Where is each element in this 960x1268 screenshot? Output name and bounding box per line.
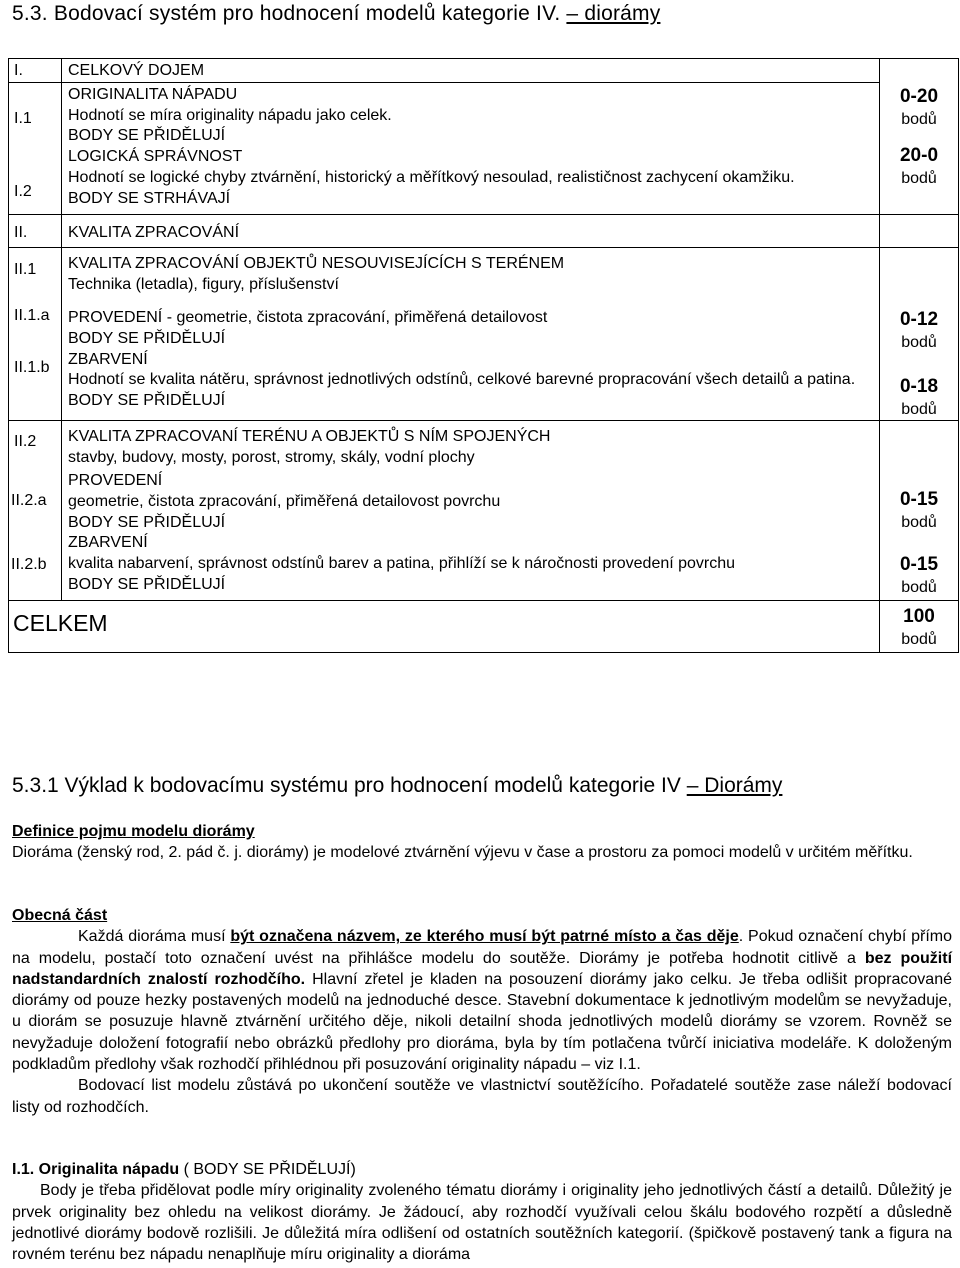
scoring-mode: BODY SE PŘIDĚLUJÍ [68,392,226,410]
points-unit: bodů [901,401,937,419]
points-value: 0-15 [899,554,939,576]
scoring-mode: BODY SE PŘIDĚLUJÍ [68,575,226,593]
criterion-text: Hodnotí se logické chyby ztvárnění, historický a měřítkový nesoulad, realističnost zachycení okamžiku. [68,168,795,186]
row-title: KVALITA ZPRACOVÁNÍ [62,214,880,248]
points-unit: bodů [901,111,937,128]
criterion-title: KVALITA ZPRACOVANÍ TERÉNU A OBJEKTŮ S NÍM SPOJENÝCH [68,428,551,446]
points-cell [880,600,959,652]
criterion-title: ZBARVENÍ [68,350,148,368]
criterion-text: geometrie, čistota zpracování, přiměřená detailovost povrchu [68,492,501,510]
row-number: I. [9,59,62,83]
points-value: 0-12 [899,309,939,331]
row-number: II.1 [14,261,37,279]
row-number: I.2 [14,182,32,200]
table-row [9,421,959,600]
row-number: II.1.a [14,307,50,325]
points-value: 0-18 [899,376,939,398]
criterion-title: PROVEDENÍ [68,471,163,489]
general-title: Obecná část [12,907,108,924]
scoring-mode: BODY SE PŘIDĚLUJÍ [68,329,226,347]
definition-title: Definice pojmu modelu diorámy [12,823,255,840]
section-heading: 5.3.1 Výklad k bodovacímu systému pro hodnocení modelů kategorie IV – Diorámy [12,774,783,797]
row-number-cell [9,248,62,421]
row-description [62,248,880,421]
points-value: 0-15 [899,489,939,511]
scoring-table [8,58,959,653]
scoring-mode: BODY SE PŘIDĚLUJÍ [68,513,226,531]
table-row [9,82,959,214]
row-number-cell [9,82,62,214]
general-paragraph: Každá dioráma musí být označena názvem, ze kterého musí být patrné místo a čas děje. Pokud označení chybí přímo na modelu, postačí toto označení uvést na přihlášce modelu do soutěže. Diorámy je potřeba hodnotit citlivě a bez použití nadstandardních znalostí rozhodčího. Hlavní zřetel je kladen na posouzení diorámy jako celku. Je třeba odlišit propracované diorámy od pouze hezky postavených modelů na jednoduché desce. Stavební dokumentace k jednotlivým modelům se nevyžaduje, u diorám se posuzuje hlavně ztvárnění určitého děje, nikoli detailní shoda jednotlivých modelů diorámy se vzorem. Rovněž se nevyžaduje doložení fotografií nebo obrázků předlohy pro dioráma, byla by tím potlačena tvůrčí iniciativa modeláře. K doloženým podkladům předlohy však rozhodčí přihlédnou při posuzování originality nápadu – viz I.1. [12,928,953,1074]
general-block [12,905,952,1118]
page-title: 5.3. Bodovací systém pro hodnocení modelů kategorie IV. – diorámy [12,2,661,25]
table-row [9,214,959,248]
criterion-text: stavby, budovy, mosty, porost, stromy, skály, vodní plochy [68,449,475,467]
table-row [9,600,959,652]
row-description [62,82,880,214]
row-number: II.1.b [14,358,50,376]
criterion-text: Hodnotí se míra originality nápadu jako celek. [68,106,392,124]
originality-paragraph: Body je třeba přidělovat podle míry originality zvoleného tématu diorámy i originality jeho jednotlivých částí a detailů. Důležitý je prvek originality bez ohledu na velikost diorámy. Je žádoucí, aby rozhodčí využívali celou škálu bodového rozpětí a důsledně jednotlivé diorámy bodově rozlišili. Je důležitá míra odlišení od ostatních soutěžních kategorií. (špičkově postavený tank a figura na rovném terénu bez nápadu nenaplňuje míru originality a dioráma [12,1182,952,1264]
criterion-text: kvalita nabarvení, správnost odstínů barev a patina, přihlíží se k náročnosti provedení povrchu [68,555,736,573]
row-number: I.1 [14,109,32,127]
points-unit: bodů [901,170,937,187]
row-title: CELKOVÝ DOJEM [62,59,880,83]
criterion-title: LOGICKÁ SPRÁVNOST [68,148,243,166]
points-value: 20-0 [899,145,939,166]
definition-block [12,821,952,864]
criterion-title: PROVEDENÍ - geometrie, čistota zpracování, přiměřená detailovost [68,308,548,326]
points-cell [880,248,959,421]
criterion-text: Technika (letadla), figury, příslušenství [68,276,339,294]
definition-text: Dioráma (ženský rod, 2. pád č. j. diorámy) je modelové ztvárnění výjevu v čase a prostoru za pomoci modelů v určitém měřítku. [12,844,913,862]
criterion-text: Hodnotí se kvalita nátěru, správnost jednotlivých odstínů, celkové barevné propracování všech detailů a patina. [68,371,856,389]
table-row [9,248,959,421]
points-value: 0-20 [899,86,939,107]
row-description [62,421,880,600]
points-unit: bodů [901,514,937,532]
row-number: II.2.b [11,555,47,573]
points-unit: bodů [901,334,937,352]
row-number-cell [9,421,62,600]
row-number: II.2.a [11,492,47,510]
total-points: 100 [903,605,935,627]
points-cell [880,59,959,215]
criterion-title: ORIGINALITA NÁPADU [68,85,238,103]
scoring-mode: BODY SE PŘIDĚLUJÍ [68,127,226,145]
points-cell [880,421,959,600]
row-number: II. [9,214,62,248]
originality-title: I.1. Originalita nápadu ( BODY SE PŘIDĚLUJÍ) [12,1161,356,1178]
originality-block [12,1159,952,1265]
row-number: II.2 [14,433,37,451]
total-label: CELKEM [9,600,880,652]
points-unit: bodů [901,579,937,597]
criterion-title: KVALITA ZPRACOVÁNÍ OBJEKTŮ NESOUVISEJÍCÍCH S TERÉNEM [68,255,565,273]
scoring-mode: BODY SE STRHÁVAJÍ [68,189,231,207]
points-unit: bodů [901,630,937,648]
general-paragraph: Bodovací list modelu zůstává po ukončení soutěže ve vlastnictví soutěžícího. Pořadatelé soutěže zase náleží bodovací listy od rozhodčích. [12,1077,952,1116]
criterion-title: ZBARVENÍ [68,534,148,552]
table-row [9,59,959,83]
